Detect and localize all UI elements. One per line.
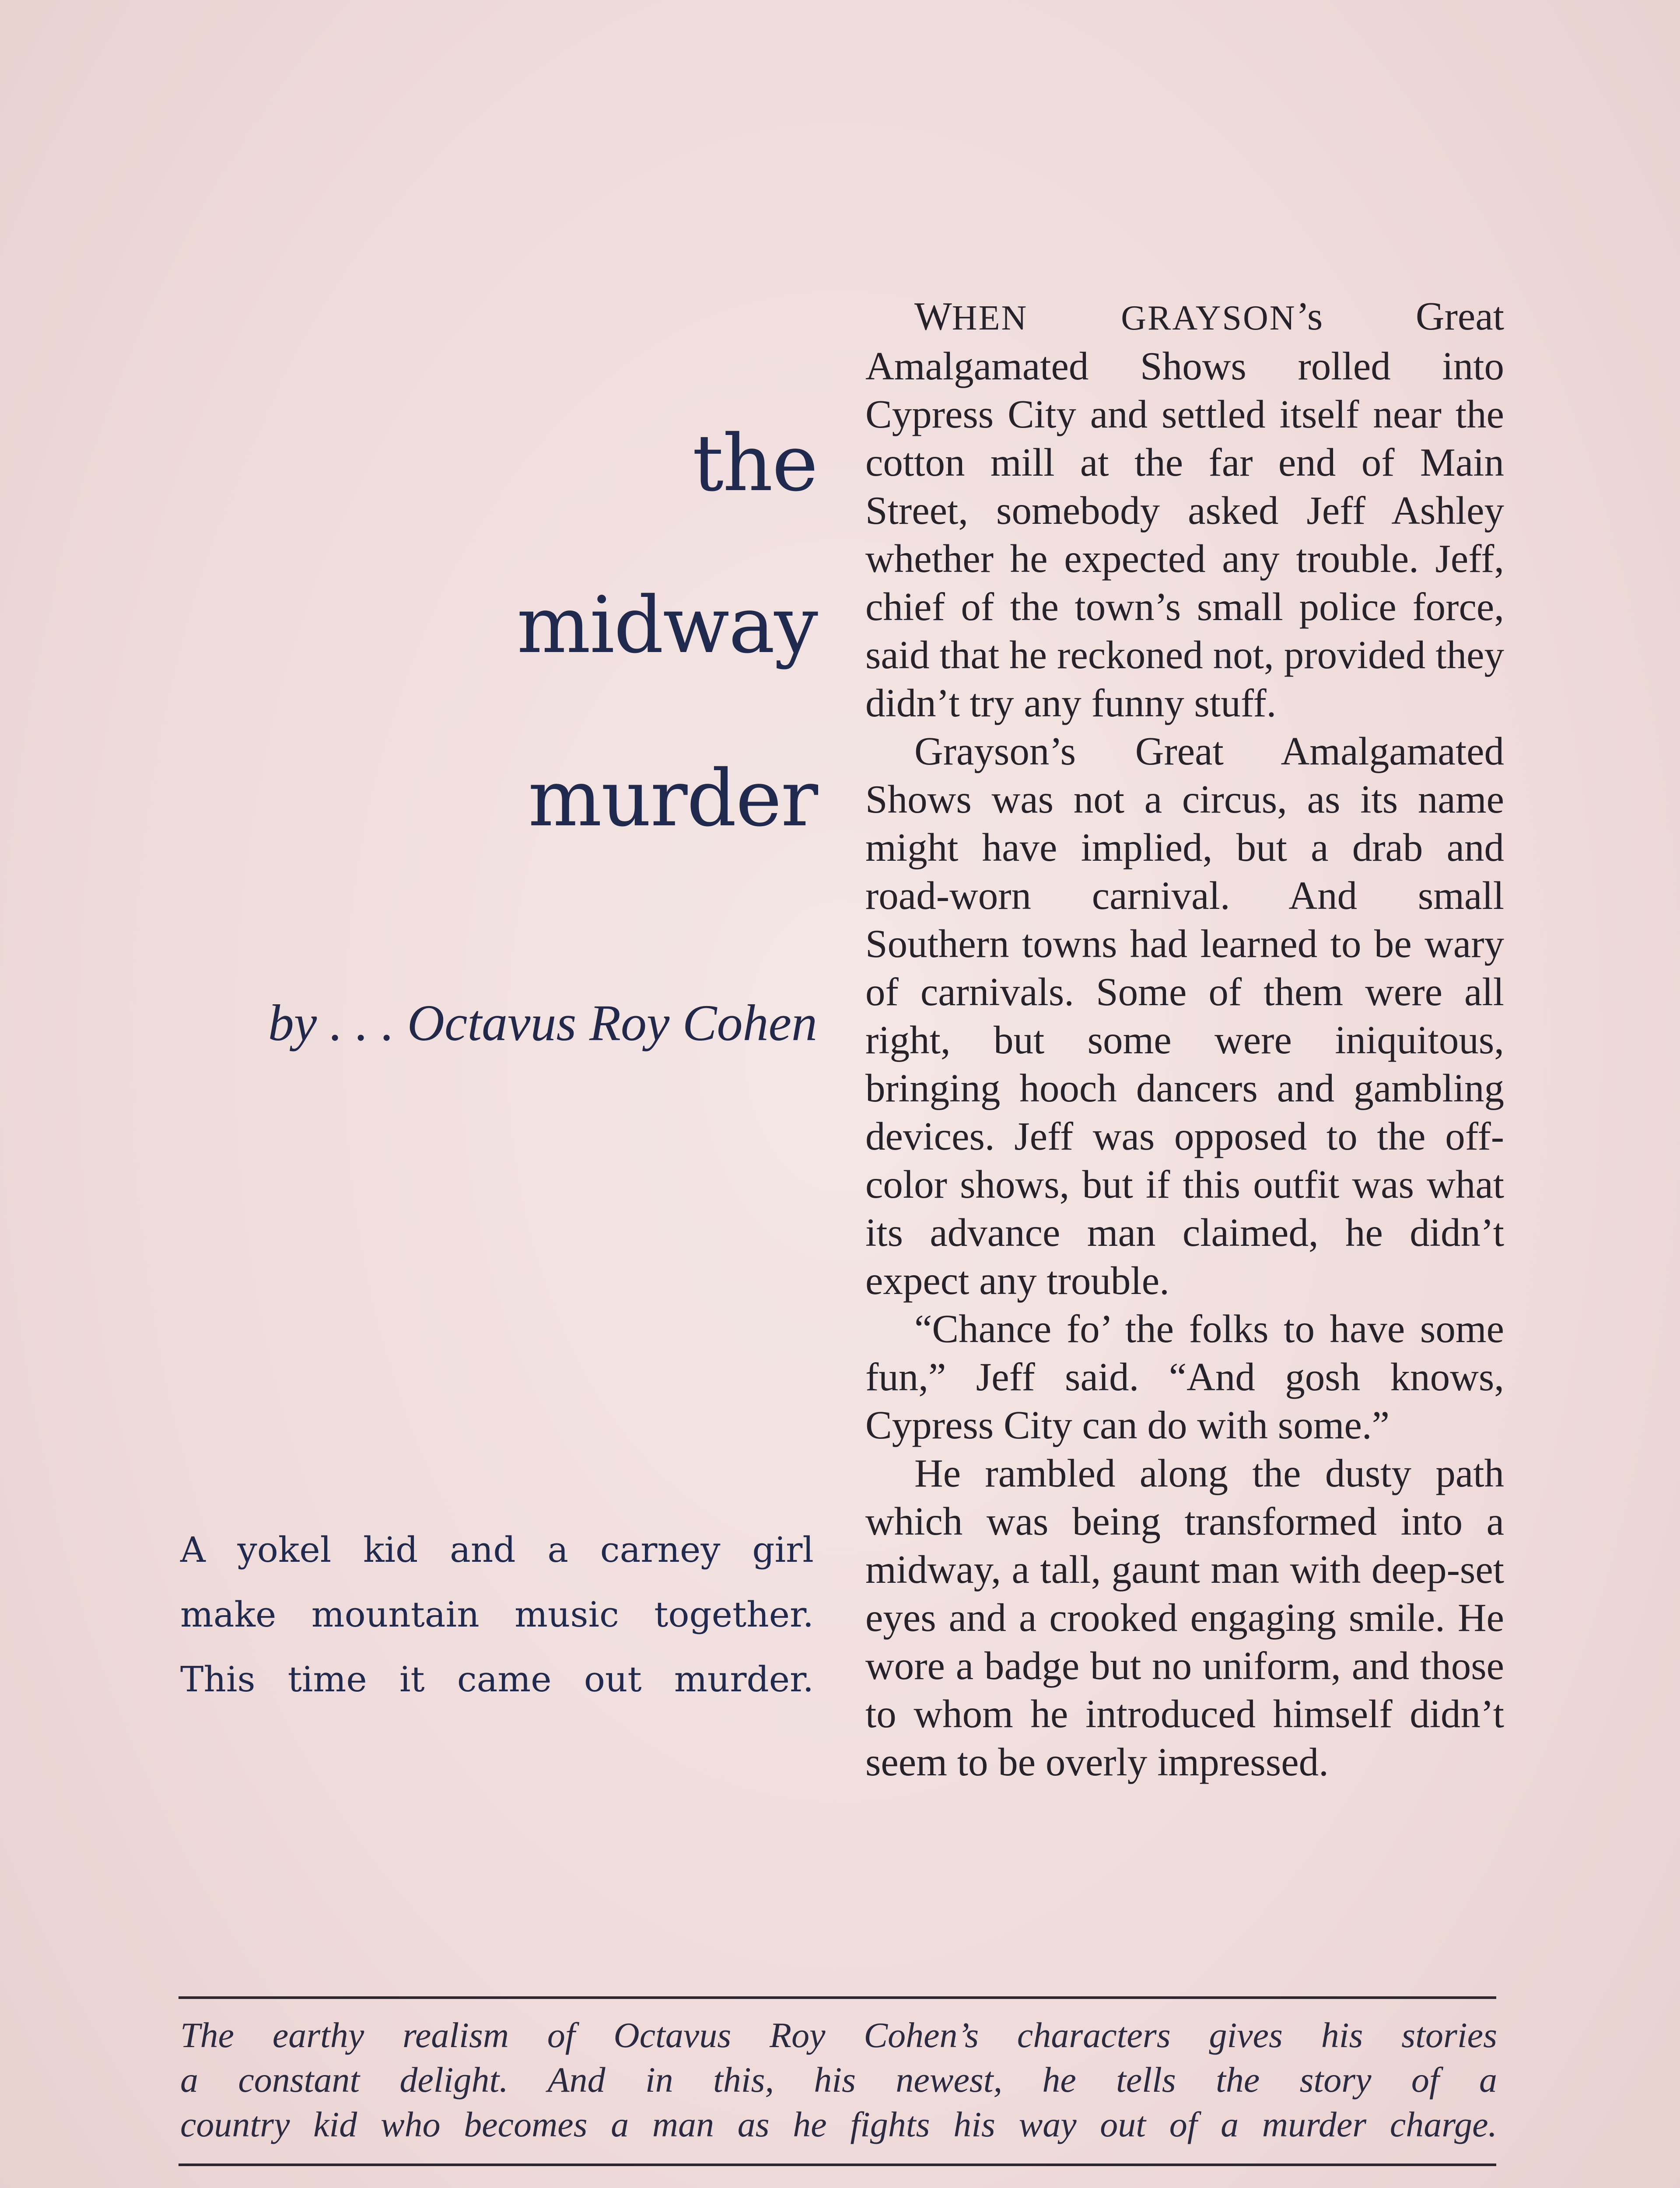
- title-line-murder: murder: [528, 753, 817, 844]
- teaser-text: [180, 1518, 814, 1712]
- lead-smallcaps: HEN GRAYSON: [952, 299, 1296, 337]
- story-body-column: [865, 292, 1504, 1786]
- story-title: [517, 418, 817, 844]
- body-paragraph-3: “Chance fo’ the folks to have some fun,” Jeff said. “And gosh knows, Cypress City can do with some.”: [865, 1307, 1504, 1447]
- author-byline: by . . . Octavus Roy Cohen: [268, 994, 817, 1052]
- teaser-line: make mountain music together.: [180, 1594, 814, 1635]
- title-line-midway: midway: [517, 580, 817, 670]
- paragraph-text: ’s Great Amalgamated Shows rolled into Cypress City and settled itself near the cotton mill at the far end of Main Street, somebody asked Jeff Ashley whether he expected any trouble. Jeff, chief of the town’s small police force, said that he reckoned not, provided they didn’t try any funny stuff.: [865, 294, 1504, 725]
- divider-rule-top: [178, 1996, 1496, 1999]
- blurb-line: a constant delight. And in this, his newest, he tells the story of a: [180, 2060, 1497, 2100]
- blurb-line: The earthy realism of Octavus Roy Cohen’s characters gives his stories: [180, 2015, 1497, 2055]
- teaser-line: This time it came out murder.: [180, 1659, 814, 1700]
- teaser-line: A yokel kid and a carney girl: [180, 1529, 814, 1570]
- body-paragraph-1: [865, 292, 1504, 727]
- divider-rule-bottom: [178, 2163, 1496, 2166]
- blurb-line: country kid who becomes a man as he fights his way out of a murder charge.: [180, 2104, 1497, 2144]
- body-paragraph-4: He rambled along the dusty path which was being transformed into a midway, a tall, gaunt man with deep-set eyes and a crooked engaging smile. He wore a badge but no uniform, and those to whom he introduced himself didn’t seem to be overly impressed.: [865, 1451, 1504, 1784]
- lead-letter: W: [914, 294, 952, 338]
- body-paragraph-2: Grayson’s Great Amalgamated Shows was not a circus, as its name might have implied, but a drab and road-worn carnival. And small Southern towns had learned to be wary of carnivals. Some of them were all right, but some were iniquitous, bringing hooch dancers and gambling devices. Jeff was opposed to the off-color shows, but if this outfit was what its advance man claimed, he didn’t expect any trouble.: [865, 729, 1504, 1303]
- editor-blurb: [180, 2013, 1497, 2147]
- title-line-the: the: [692, 418, 817, 508]
